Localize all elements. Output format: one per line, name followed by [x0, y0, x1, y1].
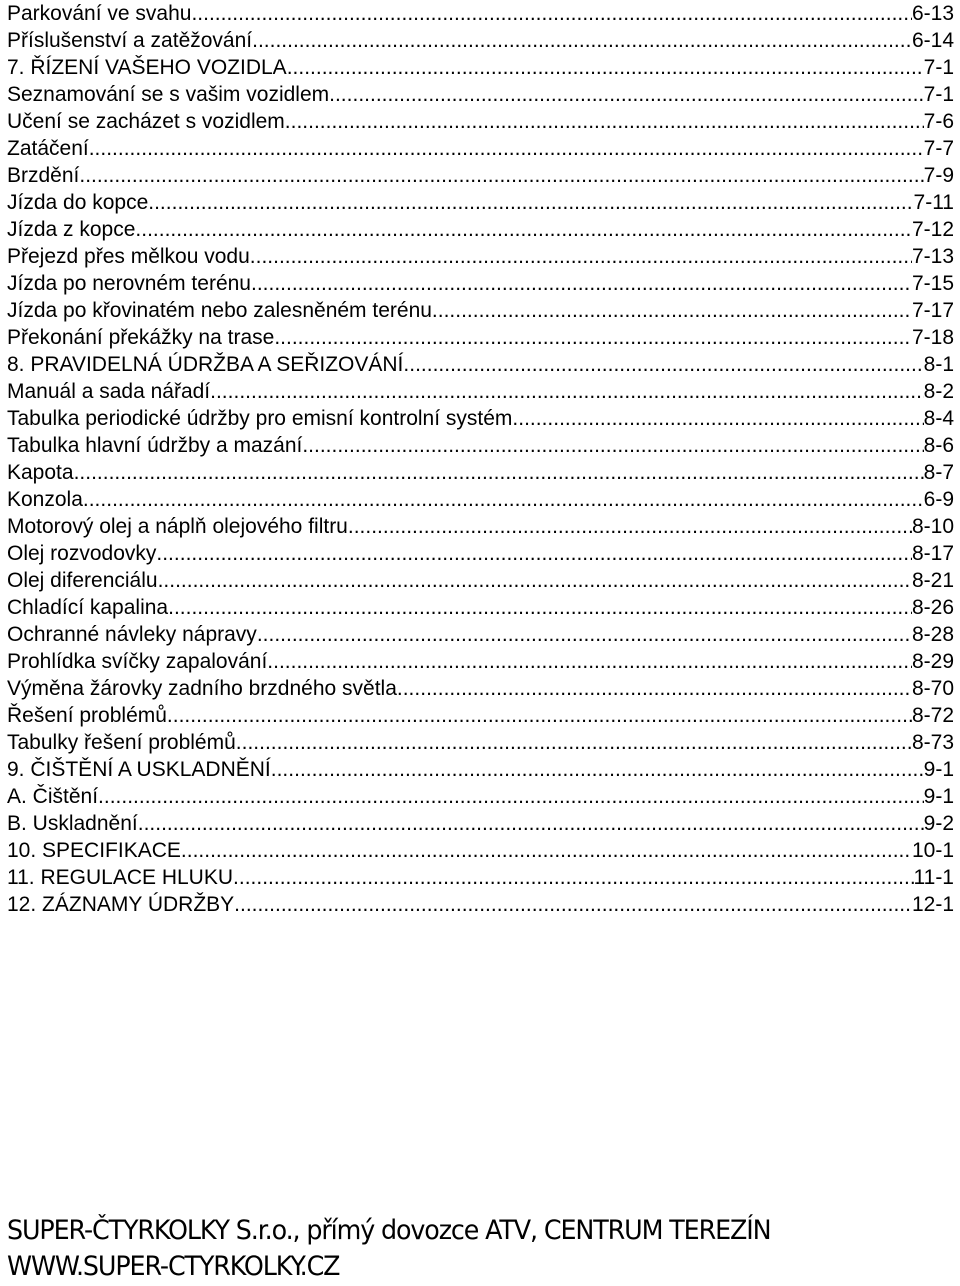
toc-entry-page: 12-1 — [911, 893, 954, 916]
toc-entry — [7, 594, 954, 621]
toc-entry-title: Překonání překážky na trase — [7, 326, 275, 349]
toc-entry-title: Tabulka periodické údržby pro emisní kontrolní systém — [7, 407, 513, 430]
toc-entry — [7, 162, 954, 189]
toc-entry — [7, 270, 954, 297]
toc-dot-leader — [329, 81, 924, 108]
toc-entry-title: Příslušenství a zatěžování. — [7, 29, 258, 52]
toc-entry-page: 8-4 — [923, 407, 954, 430]
toc-entry — [7, 0, 954, 27]
toc-entry-page: 6-13 — [911, 2, 954, 25]
toc-entry — [7, 27, 954, 54]
toc-entry-page: 8-26 — [911, 596, 954, 619]
table-of-contents — [7, 0, 954, 918]
toc-entry-page: 8-10 — [911, 515, 954, 538]
toc-entry-page: 8-21 — [911, 569, 954, 592]
toc-entry-title: Seznamování se s vašim vozidlem — [7, 83, 330, 106]
toc-entry-title: A. Čištění — [7, 785, 99, 808]
toc-entry-page: 7-11 — [913, 191, 954, 214]
toc-dot-leader — [98, 783, 924, 810]
toc-entry-title: Tabulky řešení problémů — [7, 731, 236, 754]
toc-entry-title: Učení se zacházet s vozidlem — [7, 110, 285, 133]
toc-entry — [7, 864, 954, 891]
toc-dot-leader — [236, 729, 912, 756]
toc-entry-title: Tabulka hlavní údržby a mazání — [7, 434, 303, 457]
toc-entry-page: 8-2 — [923, 380, 954, 403]
toc-dot-leader — [274, 324, 912, 351]
toc-dot-leader — [158, 567, 912, 594]
toc-entry — [7, 648, 954, 675]
toc-entry-page: 8-70 — [911, 677, 954, 700]
toc-entry-title: Jízda po křovinatém nebo zalesněném terénu — [7, 299, 432, 322]
toc-entry-title: Zatáčení — [7, 137, 89, 160]
toc-entry — [7, 243, 954, 270]
toc-entry-page: 6-9 — [923, 488, 954, 511]
toc-entry-title: 12. ZÁZNAMY ÚDRŽBY — [7, 893, 235, 916]
toc-dot-leader — [210, 378, 924, 405]
toc-entry-page: 7-9 — [923, 164, 954, 187]
toc-entry-title: Ochranné návleky nápravy — [7, 623, 257, 646]
toc-dot-leader — [258, 27, 912, 54]
toc-dot-leader — [79, 162, 923, 189]
toc-entry-title: Přejezd přes mělkou vodu — [7, 245, 250, 268]
toc-entry-page: 8-73 — [911, 731, 954, 754]
toc-entry — [7, 351, 954, 378]
toc-entry — [7, 54, 954, 81]
toc-entry-page: 8-1 — [923, 353, 954, 376]
toc-dot-leader — [287, 54, 924, 81]
toc-dot-leader — [168, 594, 912, 621]
toc-entry-page: 9-1 — [923, 758, 954, 781]
footer — [7, 1213, 891, 1285]
toc-entry-title: Olej rozvodovky — [7, 542, 157, 565]
toc-entry-title: 7. ŘÍZENÍ VAŠEHO VOZIDLA — [7, 56, 287, 79]
toc-dot-leader — [397, 675, 912, 702]
toc-entry-page: 7-18 — [911, 326, 954, 349]
toc-dot-leader — [302, 432, 923, 459]
toc-dot-leader — [432, 297, 912, 324]
toc-entry-page: 7-17 — [911, 299, 954, 322]
toc-entry — [7, 135, 954, 162]
toc-entry-page: 9-1 — [923, 785, 954, 808]
toc-entry-title: Prohlídka svíčky zapalování — [7, 650, 268, 673]
toc-entry-page: 7-7 — [923, 137, 954, 160]
toc-dot-leader — [148, 189, 913, 216]
toc-entry — [7, 297, 954, 324]
toc-entry — [7, 621, 954, 648]
toc-entry-page: 6-14 — [911, 29, 954, 52]
toc-dot-leader — [83, 486, 924, 513]
toc-entry — [7, 891, 954, 918]
toc-dot-leader — [285, 108, 924, 135]
toc-entry-title: Konzola — [7, 488, 83, 511]
toc-entry-title: Kapota — [7, 461, 74, 484]
toc-entry — [7, 513, 954, 540]
toc-entry-title: 8. PRAVIDELNÁ ÚDRŽBA A SEŘIZOVÁNÍ — [7, 353, 404, 376]
toc-entry — [7, 729, 954, 756]
toc-dot-leader — [251, 270, 912, 297]
toc-entry — [7, 783, 954, 810]
toc-dot-leader — [403, 351, 923, 378]
toc-entry — [7, 540, 954, 567]
toc-entry-title: Jízda z kopce — [7, 218, 136, 241]
toc-entry-title: Motorový olej a náplň olejového filtru — [7, 515, 348, 538]
toc-dot-leader — [257, 621, 912, 648]
toc-dot-leader — [250, 243, 912, 270]
toc-entry — [7, 108, 954, 135]
toc-entry — [7, 486, 954, 513]
toc-entry-page: 7-12 — [911, 218, 954, 241]
toc-dot-leader — [233, 864, 913, 891]
toc-entry — [7, 405, 954, 432]
toc-dot-leader — [191, 0, 912, 27]
toc-dot-leader — [74, 459, 924, 486]
toc-entry-title: Olej diferenciálu — [7, 569, 158, 592]
toc-entry-page: 8-28 — [911, 623, 954, 646]
toc-entry — [7, 810, 954, 837]
toc-entry — [7, 81, 954, 108]
toc-entry — [7, 216, 954, 243]
toc-dot-leader — [181, 837, 912, 864]
toc-entry — [7, 675, 954, 702]
toc-entry-title: Manuál a sada nářadí — [7, 380, 211, 403]
toc-entry — [7, 378, 954, 405]
toc-entry-page: 7-13 — [911, 245, 954, 268]
toc-dot-leader — [234, 891, 912, 918]
toc-dot-leader — [135, 216, 912, 243]
toc-entry-title: Brzdění — [7, 164, 80, 187]
toc-entry-page: 8-17 — [911, 542, 954, 565]
toc-entry — [7, 756, 954, 783]
toc-entry — [7, 567, 954, 594]
toc-entry-page: 7-1 — [923, 56, 954, 79]
toc-dot-leader — [156, 540, 912, 567]
toc-entry — [7, 189, 954, 216]
toc-entry-title: 11. REGULACE HLUKU — [7, 866, 234, 889]
toc-entry — [7, 432, 954, 459]
toc-entry-page: 9-2 — [923, 812, 954, 835]
toc-entry-page: 8-72 — [911, 704, 954, 727]
toc-entry-title: B. Uskladnění — [7, 812, 138, 835]
toc-entry-title: 10. SPECIFIKACE — [7, 839, 181, 862]
toc-entry-title: Výměna žárovky zadního brzdného světla — [7, 677, 397, 700]
toc-entry-title: Jízda po nerovném terénu — [7, 272, 251, 295]
toc-dot-leader — [512, 405, 923, 432]
toc-entry-page: 8-7 — [923, 461, 954, 484]
toc-entry-title: Jízda do kopce — [7, 191, 149, 214]
toc-entry-page: 7-6 — [923, 110, 954, 133]
toc-entry — [7, 702, 954, 729]
toc-entry-title: Chladící kapalina — [7, 596, 169, 619]
toc-dot-leader — [267, 648, 912, 675]
toc-entry-title: 9. ČIŠTĚNÍ A USKLADNĚNÍ — [7, 758, 271, 781]
toc-dot-leader — [167, 702, 912, 729]
toc-entry — [7, 837, 954, 864]
footer-website: WWW.SUPER-CTYRKOLKY.CZ — [7, 1251, 340, 1282]
toc-entry — [7, 324, 954, 351]
footer-company-line: SUPER-ČTYRKOLKY S.r.o., přímý dovozce ATV, CENTRUM TEREZÍN — [7, 1215, 771, 1246]
toc-entry-title: Řešení problémů — [7, 704, 167, 727]
toc-dot-leader — [89, 135, 924, 162]
toc-entry-page: 7-1 — [923, 83, 954, 106]
toc-entry-title: Parkování ve svahu — [7, 2, 192, 25]
toc-dot-leader — [271, 756, 924, 783]
toc-dot-leader — [138, 810, 924, 837]
toc-entry-page: 10-1 — [911, 839, 954, 862]
toc-entry-page: 8-29 — [911, 650, 954, 673]
toc-entry — [7, 459, 954, 486]
toc-entry-page: 7-15 — [911, 272, 954, 295]
toc-dot-leader — [348, 513, 912, 540]
toc-entry-page: 11-1 — [913, 866, 954, 889]
toc-entry-page: 8-6 — [923, 434, 954, 457]
